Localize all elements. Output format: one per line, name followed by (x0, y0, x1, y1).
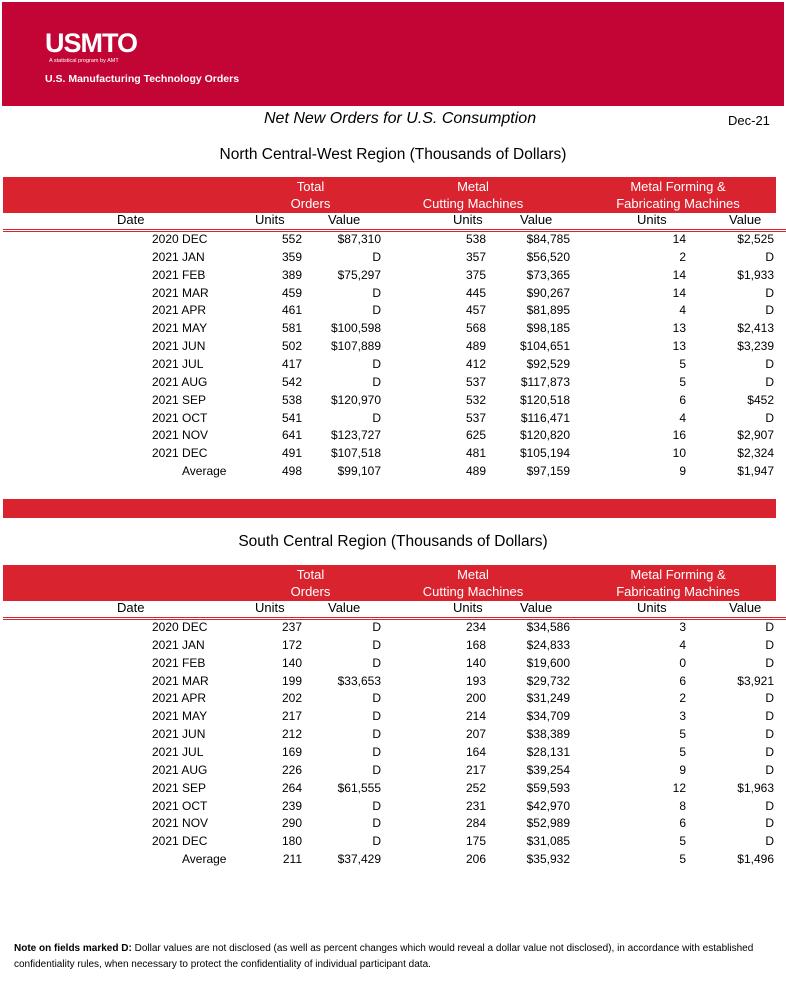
cell-forming-units: 5 (679, 852, 686, 867)
cell-total-value: D (372, 655, 381, 670)
col-date: Date (117, 212, 145, 227)
average-label: Average (182, 464, 227, 479)
cell-total-value: $100,598 (330, 321, 381, 336)
cell-total-value: D (372, 374, 381, 389)
cell-total-units: 237 (281, 620, 302, 634)
cell-total-value: $33,653 (337, 673, 381, 688)
cell-cutting-value: $31,249 (526, 691, 570, 706)
cell-total-value: D (372, 762, 381, 777)
column-headers (3, 601, 776, 615)
row-date: 2021 APR (152, 303, 207, 318)
cell-cutting-value: $97,159 (526, 464, 570, 479)
column-headers (3, 213, 776, 227)
row-date: 2021 MAR (152, 673, 209, 688)
cell-cutting-units: 625 (465, 428, 486, 443)
average-row (0, 463, 786, 481)
cell-forming-value: $1,947 (737, 464, 774, 479)
cell-total-value: D (372, 691, 381, 706)
cell-forming-value: $452 (747, 392, 774, 407)
cell-cutting-units: 164 (465, 744, 486, 759)
table-row (0, 690, 786, 708)
row-date: 2021 DEC (152, 446, 208, 461)
row-date: 2021 JUN (152, 339, 206, 354)
cell-forming-value: D (765, 762, 774, 777)
cell-forming-units: 4 (679, 303, 686, 318)
cell-forming-units: 2 (679, 249, 686, 264)
section-divider-bar (3, 499, 776, 518)
cell-total-units: 542 (281, 374, 302, 389)
cell-total-units: 359 (281, 249, 302, 264)
row-date: 2021 JUN (152, 727, 206, 742)
cell-total-units: 226 (281, 762, 302, 777)
cell-forming-units: 8 (679, 798, 686, 813)
cell-cutting-units: 537 (465, 374, 486, 389)
cell-cutting-units: 175 (465, 834, 486, 849)
cell-total-value: D (372, 410, 381, 425)
cell-total-units: 641 (281, 428, 302, 443)
cell-cutting-units: 445 (465, 285, 486, 300)
cell-forming-value: $2,324 (737, 446, 774, 461)
cell-cutting-units: 284 (465, 816, 486, 831)
cell-cutting-value: $38,389 (526, 727, 570, 742)
cell-forming-units: 2 (679, 691, 686, 706)
table-row (0, 320, 786, 338)
cell-total-value: $107,889 (330, 339, 381, 354)
cell-total-units: 169 (281, 744, 302, 759)
cell-total-value: D (372, 727, 381, 742)
row-date: 2021 NOV (152, 816, 209, 831)
cell-forming-units: 9 (679, 464, 686, 479)
cell-total-units: 502 (281, 339, 302, 354)
row-date: 2021 JAN (152, 249, 205, 264)
cell-total-units: 498 (281, 464, 302, 479)
cell-cutting-value: $73,365 (526, 267, 570, 282)
cell-cutting-units: 568 (465, 321, 486, 336)
cell-forming-value: D (765, 834, 774, 849)
cell-forming-units: 14 (672, 232, 686, 246)
col-total-value: Value (328, 600, 361, 615)
cell-forming-value: D (765, 356, 774, 371)
cell-cutting-units: 412 (465, 356, 486, 371)
average-label: Average (182, 852, 227, 867)
table-row (0, 726, 786, 744)
cell-cutting-value: $52,989 (526, 816, 570, 831)
cell-forming-units: 3 (679, 709, 686, 724)
cell-forming-value: D (765, 620, 774, 634)
cell-cutting-units: 532 (465, 392, 486, 407)
row-date: 2021 MAR (152, 285, 209, 300)
row-date: 2021 JUL (152, 356, 204, 371)
cell-forming-units: 16 (672, 428, 686, 443)
cell-total-value: $37,429 (337, 852, 381, 867)
cell-cutting-value: $90,267 (526, 285, 570, 300)
cell-forming-value: $1,496 (737, 852, 774, 867)
table-row (0, 285, 786, 303)
col-cutting-value: Value (520, 212, 553, 227)
col-total-units: Units (255, 212, 285, 227)
logo-subtitle: A statistical program by AMT (49, 58, 119, 64)
cell-cutting-units: 193 (465, 673, 486, 688)
table-row (0, 445, 786, 463)
row-date: 2021 AUG (152, 762, 208, 777)
cell-cutting-value: $98,185 (526, 321, 570, 336)
cell-forming-units: 6 (679, 392, 686, 407)
cell-total-units: 290 (281, 816, 302, 831)
cell-cutting-units: 214 (465, 709, 486, 724)
cell-cutting-value: $117,873 (520, 374, 570, 389)
cell-cutting-units: 357 (465, 249, 486, 264)
average-row (0, 851, 786, 869)
col-cutting-value: Value (520, 600, 553, 615)
cell-cutting-value: $34,586 (526, 620, 570, 634)
cell-cutting-units: 168 (465, 637, 486, 652)
cell-forming-value: D (765, 303, 774, 318)
table-row (0, 780, 786, 798)
row-date: 2021 NOV (152, 428, 209, 443)
cell-total-units: 389 (281, 267, 302, 282)
cell-forming-units: 0 (679, 655, 686, 670)
cell-forming-value: D (765, 374, 774, 389)
cell-total-units: 581 (281, 321, 302, 336)
cell-forming-units: 13 (672, 321, 686, 336)
cell-cutting-units: 207 (465, 727, 486, 742)
table-row (0, 427, 786, 445)
cell-total-value: $75,297 (337, 267, 381, 282)
cell-cutting-value: $31,085 (526, 834, 570, 849)
cell-forming-value: D (765, 744, 774, 759)
cell-total-units: 180 (281, 834, 302, 849)
cell-forming-value: D (765, 655, 774, 670)
cell-forming-value: $3,921 (737, 673, 774, 688)
cell-forming-value: D (765, 727, 774, 742)
cell-total-value: D (372, 709, 381, 724)
cell-cutting-units: 537 (465, 410, 486, 425)
col-forming-value: Value (729, 212, 762, 227)
group-total-orders: Total Orders (290, 567, 331, 599)
cell-cutting-units: 457 (465, 303, 486, 318)
table-row (0, 708, 786, 726)
cell-cutting-units: 231 (465, 798, 486, 813)
document-period: Dec-21 (728, 113, 770, 128)
cell-cutting-value: $34,709 (526, 709, 570, 724)
cell-cutting-value: $105,194 (519, 446, 570, 461)
cell-forming-units: 6 (679, 673, 686, 688)
table-row (0, 798, 786, 816)
table-row (0, 619, 786, 637)
cell-cutting-units: 538 (465, 232, 486, 246)
cell-cutting-value: $29,732 (526, 673, 570, 688)
cell-total-value: D (372, 620, 381, 634)
cell-forming-value: D (765, 691, 774, 706)
cell-forming-value: $1,933 (737, 267, 774, 282)
row-date: 2021 APR (152, 691, 207, 706)
cell-forming-units: 5 (679, 356, 686, 371)
table-row (0, 655, 786, 673)
cell-cutting-value: $120,518 (519, 392, 570, 407)
col-forming-value: Value (729, 600, 762, 615)
cell-forming-value: $3,239 (737, 339, 774, 354)
cell-forming-units: 12 (672, 780, 686, 795)
cell-forming-value: $2,907 (737, 428, 774, 443)
footnote-label: Note on fields marked D: (14, 943, 132, 954)
table-row (0, 762, 786, 780)
cell-forming-units: 5 (679, 374, 686, 389)
cell-total-value: D (372, 798, 381, 813)
region-title-south-central: South Central Region (Thousands of Dollars) (238, 533, 548, 550)
cell-total-units: 172 (281, 637, 302, 652)
cell-total-units: 239 (281, 798, 302, 813)
table-row (0, 302, 786, 320)
cell-total-value: D (372, 356, 381, 371)
cell-total-units: 217 (281, 709, 302, 724)
cell-total-units: 264 (281, 780, 302, 795)
cell-forming-value: D (765, 816, 774, 831)
table-row (0, 231, 786, 249)
cell-total-units: 491 (281, 446, 302, 461)
table-row (0, 744, 786, 762)
cell-total-value: D (372, 285, 381, 300)
table-row (0, 374, 786, 392)
cell-cutting-value: $19,600 (526, 655, 570, 670)
cell-total-value: $107,518 (330, 446, 381, 461)
cell-cutting-units: 206 (465, 852, 486, 867)
cell-forming-value: D (765, 637, 774, 652)
table-header-band (3, 565, 776, 601)
cell-forming-units: 4 (679, 637, 686, 652)
table-row (0, 356, 786, 374)
table-row (0, 833, 786, 851)
row-date: 2021 MAY (152, 709, 208, 724)
cell-total-value: D (372, 637, 381, 652)
table-row (0, 249, 786, 267)
footnote-text: Dollar values are not disclosed (as well as percent changes which would reveal a dollar value not disclosed), in accordance with established confidentiality rules, when necessary to protect the confidentiality of individual participant data. (14, 943, 754, 970)
region-title-north-central-west: North Central-West Region (Thousands of Dollars) (219, 146, 567, 163)
row-date: 2021 DEC (152, 834, 208, 849)
cell-forming-value: $2,413 (737, 321, 774, 336)
cell-cutting-value: $120,820 (519, 428, 570, 443)
table-row (0, 673, 786, 691)
cell-forming-units: 14 (672, 285, 686, 300)
row-date: 2021 JAN (152, 637, 205, 652)
cell-cutting-units: 481 (465, 446, 486, 461)
cell-cutting-units: 200 (465, 691, 486, 706)
cell-forming-units: 6 (679, 816, 686, 831)
cell-forming-value: D (765, 798, 774, 813)
col-total-value: Value (328, 212, 361, 227)
cell-cutting-value: $28,131 (526, 744, 570, 759)
document-title: Net New Orders for U.S. Consumption (264, 110, 537, 127)
cell-cutting-value: $81,895 (526, 303, 570, 318)
group-metal-cutting: Metal Cutting Machines (422, 179, 524, 211)
cell-forming-units: 13 (672, 339, 686, 354)
table-row (0, 815, 786, 833)
cell-forming-value: D (765, 410, 774, 425)
cell-cutting-value: $92,529 (526, 356, 570, 371)
table-row (0, 267, 786, 285)
cell-total-value: D (372, 303, 381, 318)
table-row (0, 410, 786, 428)
cell-total-value: $87,310 (337, 232, 381, 246)
cell-total-units: 212 (281, 727, 302, 742)
group-metal-forming: Metal Forming & Fabricating Machines (616, 567, 740, 599)
cell-cutting-units: 140 (465, 655, 486, 670)
col-cutting-units: Units (453, 600, 483, 615)
group-metal-forming: Metal Forming & Fabricating Machines (616, 179, 740, 211)
cell-total-value: $61,555 (337, 780, 381, 795)
cell-total-value: D (372, 249, 381, 264)
cell-cutting-value: $59,593 (526, 780, 570, 795)
cell-total-value: $99,107 (337, 464, 381, 479)
cell-forming-value: D (765, 249, 774, 264)
table-row (0, 392, 786, 410)
cell-total-units: 459 (281, 285, 302, 300)
cell-cutting-units: 489 (465, 339, 486, 354)
cell-cutting-value: $104,651 (519, 339, 570, 354)
cell-cutting-value: $56,520 (526, 249, 570, 264)
col-total-units: Units (255, 600, 285, 615)
cell-cutting-units: 252 (465, 780, 486, 795)
cell-total-units: 140 (281, 655, 302, 670)
cell-forming-units: 9 (679, 762, 686, 777)
row-date: 2020 DEC (152, 620, 208, 634)
cell-total-value: D (372, 816, 381, 831)
cell-forming-value: $1,963 (737, 780, 774, 795)
cell-forming-value: D (765, 285, 774, 300)
row-date: 2020 DEC (152, 232, 208, 246)
cell-cutting-units: 234 (465, 620, 486, 634)
cell-cutting-value: $24,833 (526, 637, 570, 652)
row-date: 2021 OCT (152, 798, 208, 813)
cell-forming-units: 14 (672, 267, 686, 282)
cell-total-value: $120,970 (330, 392, 381, 407)
header-banner (2, 2, 784, 106)
cell-total-units: 199 (281, 673, 302, 688)
row-date: 2021 FEB (152, 655, 206, 670)
col-cutting-units: Units (453, 212, 483, 227)
cell-total-units: 211 (282, 852, 302, 867)
row-date: 2021 OCT (152, 410, 208, 425)
cell-total-value: $123,727 (330, 428, 381, 443)
cell-cutting-value: $116,471 (520, 410, 570, 425)
cell-total-units: 541 (281, 410, 302, 425)
cell-forming-units: 5 (679, 727, 686, 742)
col-forming-units: Units (637, 212, 667, 227)
cell-cutting-value: $39,254 (526, 762, 570, 777)
row-date: 2021 FEB (152, 267, 206, 282)
cell-forming-units: 3 (679, 620, 686, 634)
table-header-band (3, 177, 776, 213)
cell-forming-units: 4 (679, 410, 686, 425)
cell-total-units: 552 (281, 232, 302, 246)
cell-forming-units: 5 (679, 834, 686, 849)
cell-cutting-units: 217 (465, 762, 486, 777)
cell-forming-units: 10 (672, 446, 686, 461)
cell-forming-units: 5 (679, 744, 686, 759)
table-row (0, 637, 786, 655)
col-forming-units: Units (637, 600, 667, 615)
row-date: 2021 SEP (152, 392, 207, 407)
cell-total-units: 417 (281, 356, 302, 371)
col-date: Date (117, 600, 145, 615)
row-date: 2021 AUG (152, 374, 208, 389)
cell-total-value: D (372, 744, 381, 759)
group-metal-cutting: Metal Cutting Machines (422, 567, 524, 599)
row-date: 2021 SEP (152, 780, 207, 795)
row-date: 2021 JUL (152, 744, 204, 759)
cell-forming-value: $2,525 (737, 232, 774, 246)
usmto-logo: USMTO (45, 28, 138, 58)
banner-title: U.S. Manufacturing Technology Orders (45, 73, 240, 85)
table-row (0, 338, 786, 356)
cell-total-value: D (372, 834, 381, 849)
footnote (14, 941, 774, 973)
cell-cutting-value: $42,970 (526, 798, 570, 813)
cell-cutting-value: $84,785 (526, 232, 570, 246)
cell-total-units: 538 (281, 392, 302, 407)
cell-total-units: 461 (281, 303, 302, 318)
cell-forming-value: D (765, 709, 774, 724)
cell-cutting-units: 489 (465, 464, 486, 479)
cell-cutting-value: $35,932 (526, 852, 570, 867)
cell-total-units: 202 (281, 691, 302, 706)
group-total-orders: Total Orders (290, 179, 331, 211)
row-date: 2021 MAY (152, 321, 208, 336)
cell-cutting-units: 375 (465, 267, 486, 282)
